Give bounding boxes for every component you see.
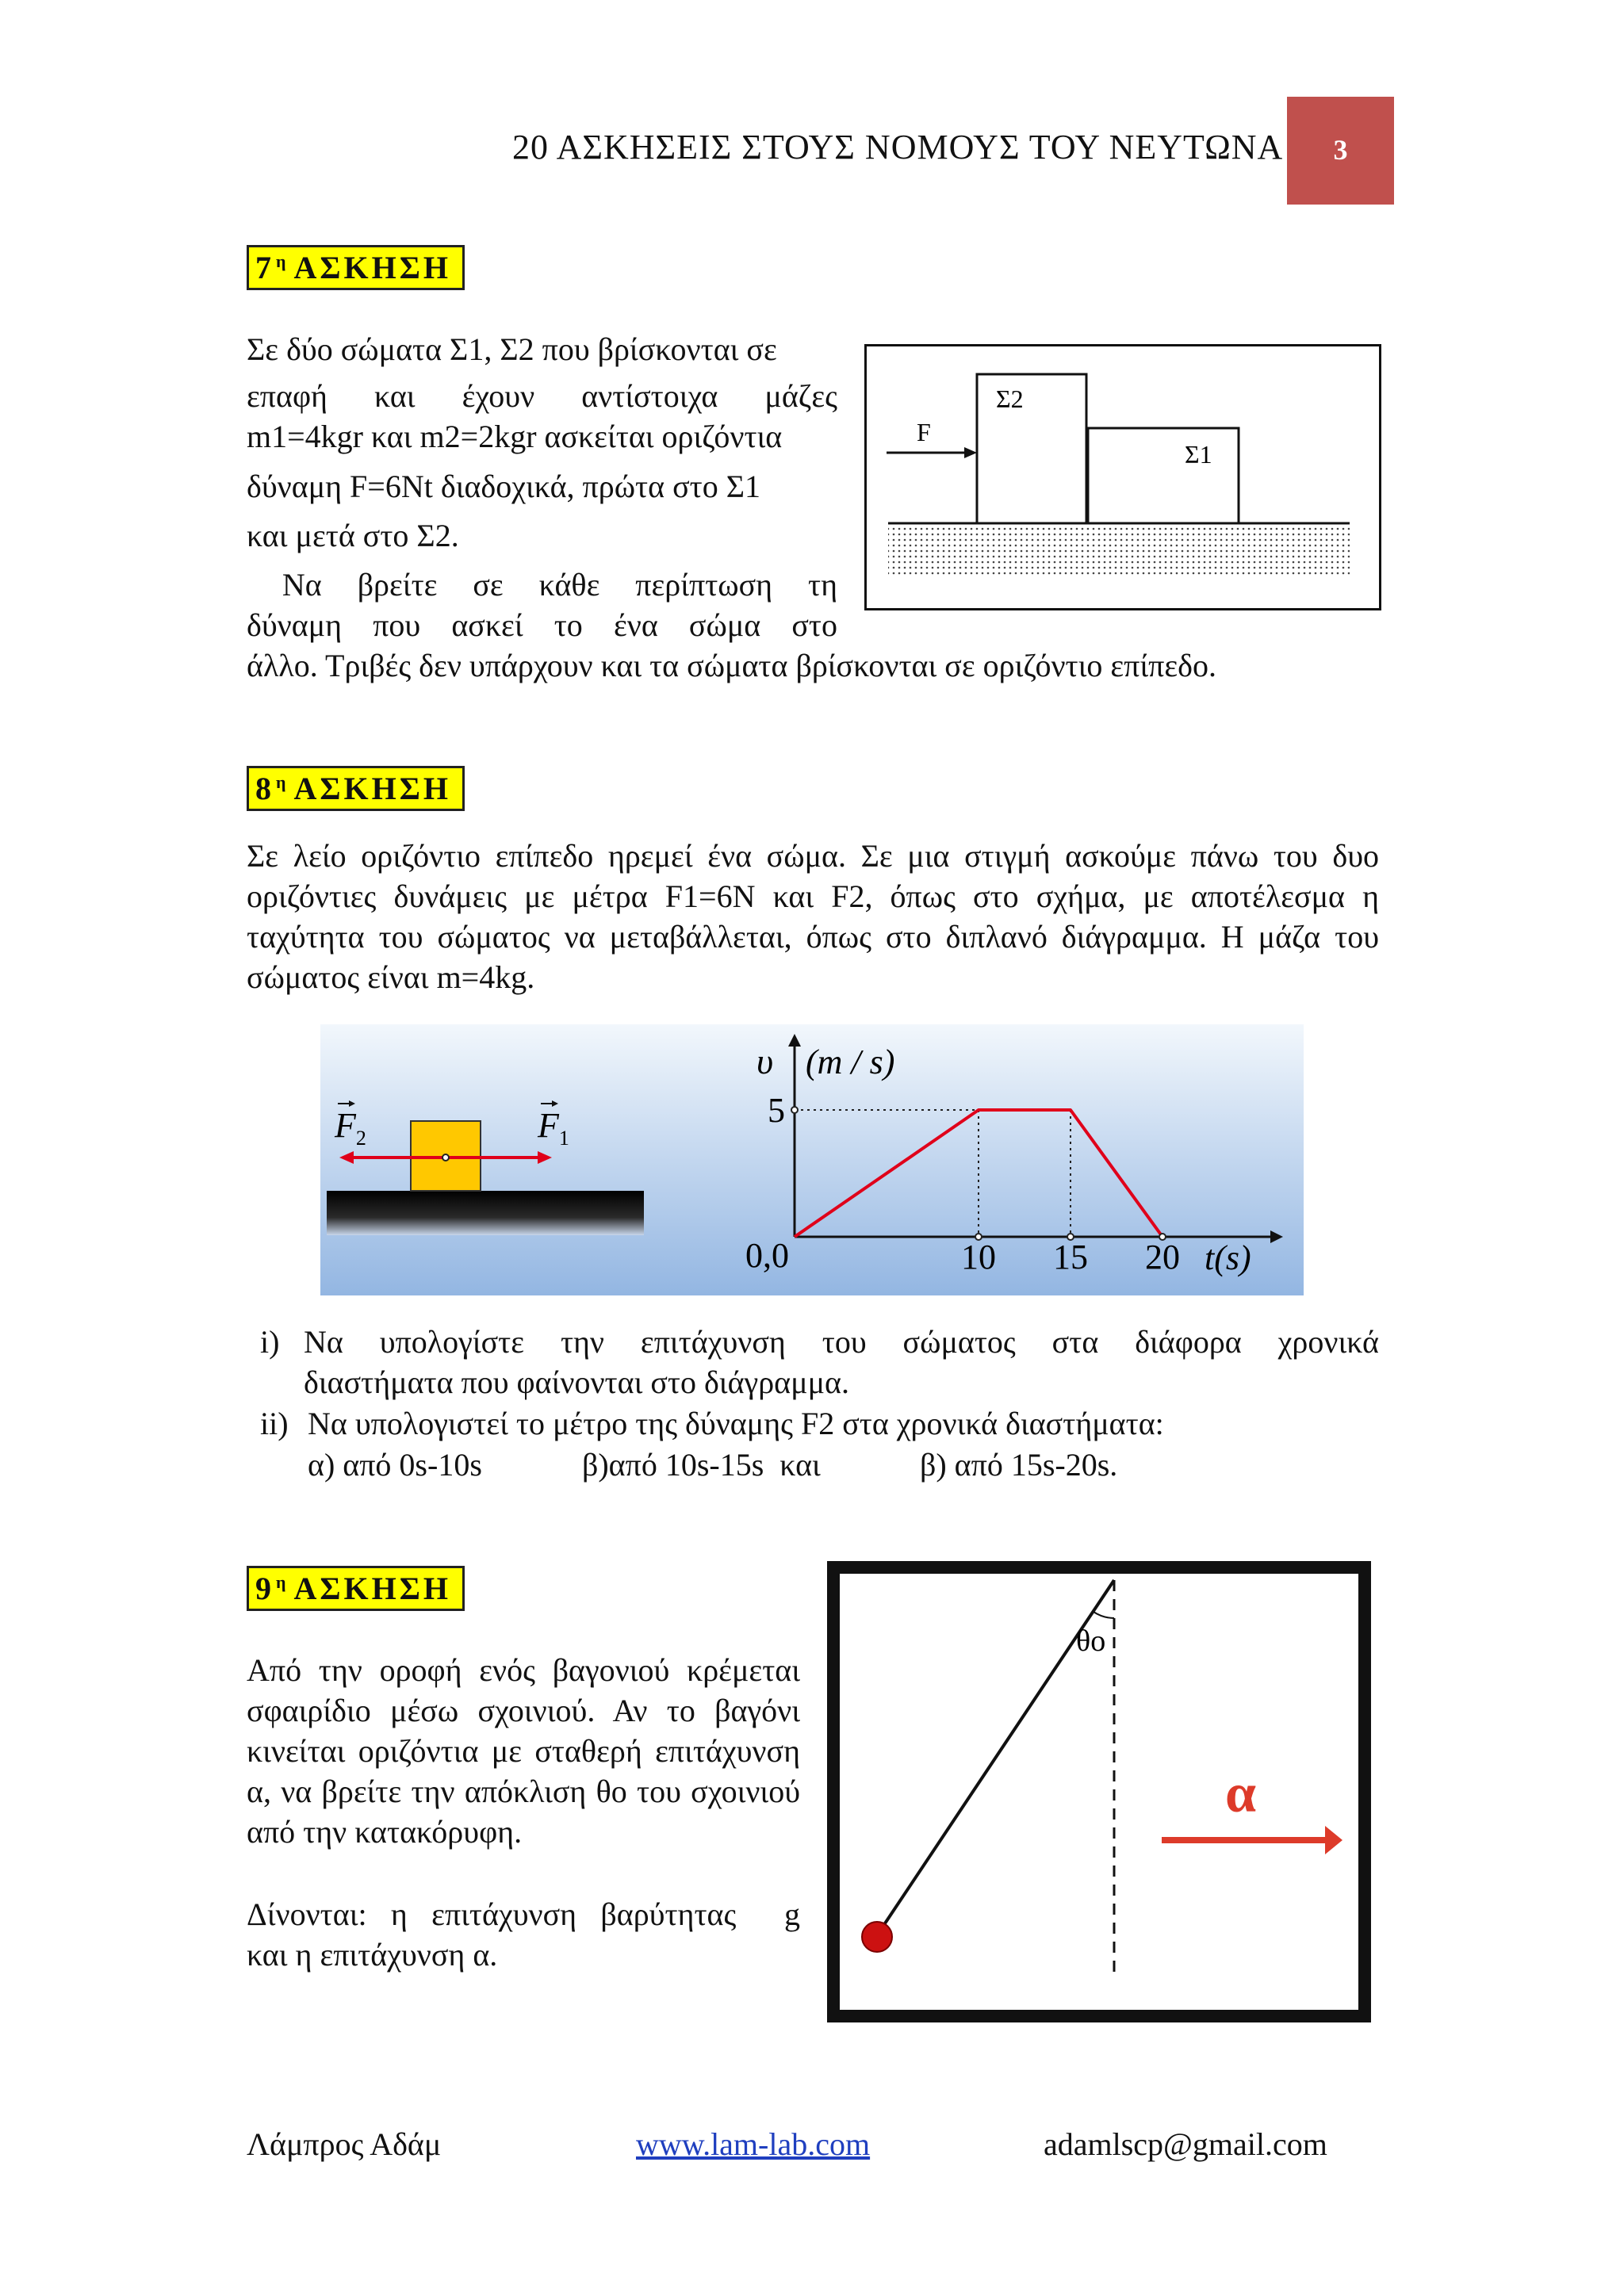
question-i-line-1: Να υπολογίστε την επιτάχυνση του σώματος στα διάφορα χρονικά	[304, 1324, 1379, 1360]
question-i-line-2: διαστήματα που φαίνονται στο διάγραμμα.	[304, 1364, 849, 1400]
page-number: 3	[1333, 134, 1348, 166]
y-axis-symbol: υ	[756, 1041, 774, 1081]
block-ground	[327, 1191, 644, 1235]
sphere-ball	[862, 1922, 892, 1952]
body-sigma-2	[977, 374, 1086, 523]
ex8-figure-panel	[320, 1024, 1304, 1295]
angle-label: θo	[1076, 1624, 1106, 1658]
question-ii-part-a: α) από 0s-10s	[308, 1447, 482, 1483]
footer-website-link[interactable]	[636, 2126, 870, 2163]
footer-website-anchor[interactable]: www.lam-lab.com	[636, 2126, 871, 2162]
ex7-line-4: δύναμη F=6Nt διαδοχικά, πρώτα στο Σ1	[247, 469, 760, 504]
exercise-7-label	[247, 245, 465, 290]
body-sigma-1	[1088, 428, 1239, 523]
footer-email: adamlscp@gmail.com	[1044, 2126, 1327, 2162]
question-ii-part-b: β)από 10s-15s και	[582, 1447, 821, 1483]
exercise-9-number: 9	[255, 1571, 274, 1606]
y-axis-tick-point	[791, 1107, 798, 1113]
ground-hatch	[888, 525, 1350, 576]
force-f2-label: $F_2$	[335, 1106, 366, 1150]
body-1-label: Σ1	[1185, 440, 1212, 469]
ex7-line-7: δύναμη που ασκεί το ένα σώμα στο	[247, 607, 837, 643]
x-tick-label: 15	[1053, 1238, 1088, 1276]
x-axis-unit: t(s)	[1205, 1238, 1251, 1277]
exercise-8-label	[247, 766, 465, 811]
question-ii-number: ii)	[260, 1406, 289, 1441]
exercise-9-ordinal: η	[276, 1571, 286, 1592]
ex7-line-3: m1=4kgr και m2=2kgr ασκείται οριζόντια	[247, 419, 783, 454]
acceleration-label: α	[1225, 1763, 1257, 1824]
question-ii-line-1: Να υπολογιστεί το μέτρο της δύναμης F2 στα χρονικά διαστήματα:	[308, 1406, 1164, 1441]
question-ii-part-c: β) από 15s-20s.	[920, 1447, 1118, 1483]
question-i-number: i)	[260, 1324, 280, 1360]
exercise-8-word: ΑΣΚΗΣΗ	[293, 771, 452, 806]
exercise-7-number: 7	[255, 250, 274, 285]
ex7-line-2: επαφή και έχουν αντίστοιχα μάζες	[247, 378, 837, 414]
ex8-paragraph: Σε λείο οριζόντιο επίπεδο ηρεμεί ένα σώμα. Σε μια στιγμή ασκούμε πάνω του δυο οριζόντιες δυνάμεις με μέτρα F1=6N και F2, όπως στο σχήμα, με αποτέλεσμα η ταχύτητα του σώματος να μεταβάλλεται, όπως στο διπλανό διάγραμμα. Η μάζα του σώματος είναι m=4kg.	[247, 838, 1379, 995]
footer-author: Λάμπρος Αδάμ	[247, 2126, 442, 2162]
block-center-point	[442, 1154, 449, 1161]
ex7-line-6: Να βρείτε σε κάθε περίπτωση τη	[247, 567, 837, 603]
y-tick-label: 5	[768, 1091, 785, 1130]
ex7-blocks-figure	[864, 344, 1381, 610]
ex9-pendulum-figure	[827, 1561, 1371, 2022]
y-axis-unit: (m / s)	[806, 1043, 895, 1081]
ex7-line-5: και μετά στο Σ2.	[247, 518, 459, 553]
exercise-9-word: ΑΣΚΗΣΗ	[293, 1571, 452, 1606]
ex7-line-8: άλλο. Τριβές δεν υπάρχουν και τα σώματα βρίσκονται σε οριζόντιο επίπεδο.	[247, 648, 1216, 683]
origin-label: 0,0	[745, 1236, 789, 1275]
page-header-title: 20 ΑΣΚΗΣΕΙΣ ΣΤΟΥΣ ΝΟΜΟΥΣ ΤΟΥ ΝΕΥΤΩΝΑ	[512, 128, 1284, 166]
ex7-line-1: Σε δύο σώματα Σ1, Σ2 που βρίσκονται σε	[247, 331, 777, 367]
ex9-given-line-2: και η επιτάχυνση α.	[247, 1937, 498, 1973]
exercise-7-word: ΑΣΚΗΣΗ	[293, 250, 452, 285]
body-2-label: Σ2	[996, 385, 1024, 413]
x-tick-label: 20	[1145, 1238, 1180, 1276]
exercise-9-label	[247, 1566, 465, 1611]
exercise-8-number: 8	[255, 771, 274, 806]
exercise-8-ordinal: η	[276, 771, 286, 792]
ex9-paragraph: Από την οροφή ενός βαγονιού κρέμεται σφαιρίδιο μέσω σχοινιού. Αν το βαγόνι κινείται οριζόντια με σταθερή επιτάχυνση α, να βρείτε την απόκλιση θο του σχοινιού από την κατακόρυφη.	[247, 1652, 800, 1850]
force-label: F	[917, 418, 931, 446]
force-f1-label: $F_1$	[538, 1106, 569, 1150]
exercise-7-ordinal: η	[276, 251, 286, 271]
ex9-given-line-1: Δίνονται: η επιτάχυνση βαρύτητας g	[247, 1896, 800, 1932]
x-tick-label: 10	[961, 1238, 996, 1276]
